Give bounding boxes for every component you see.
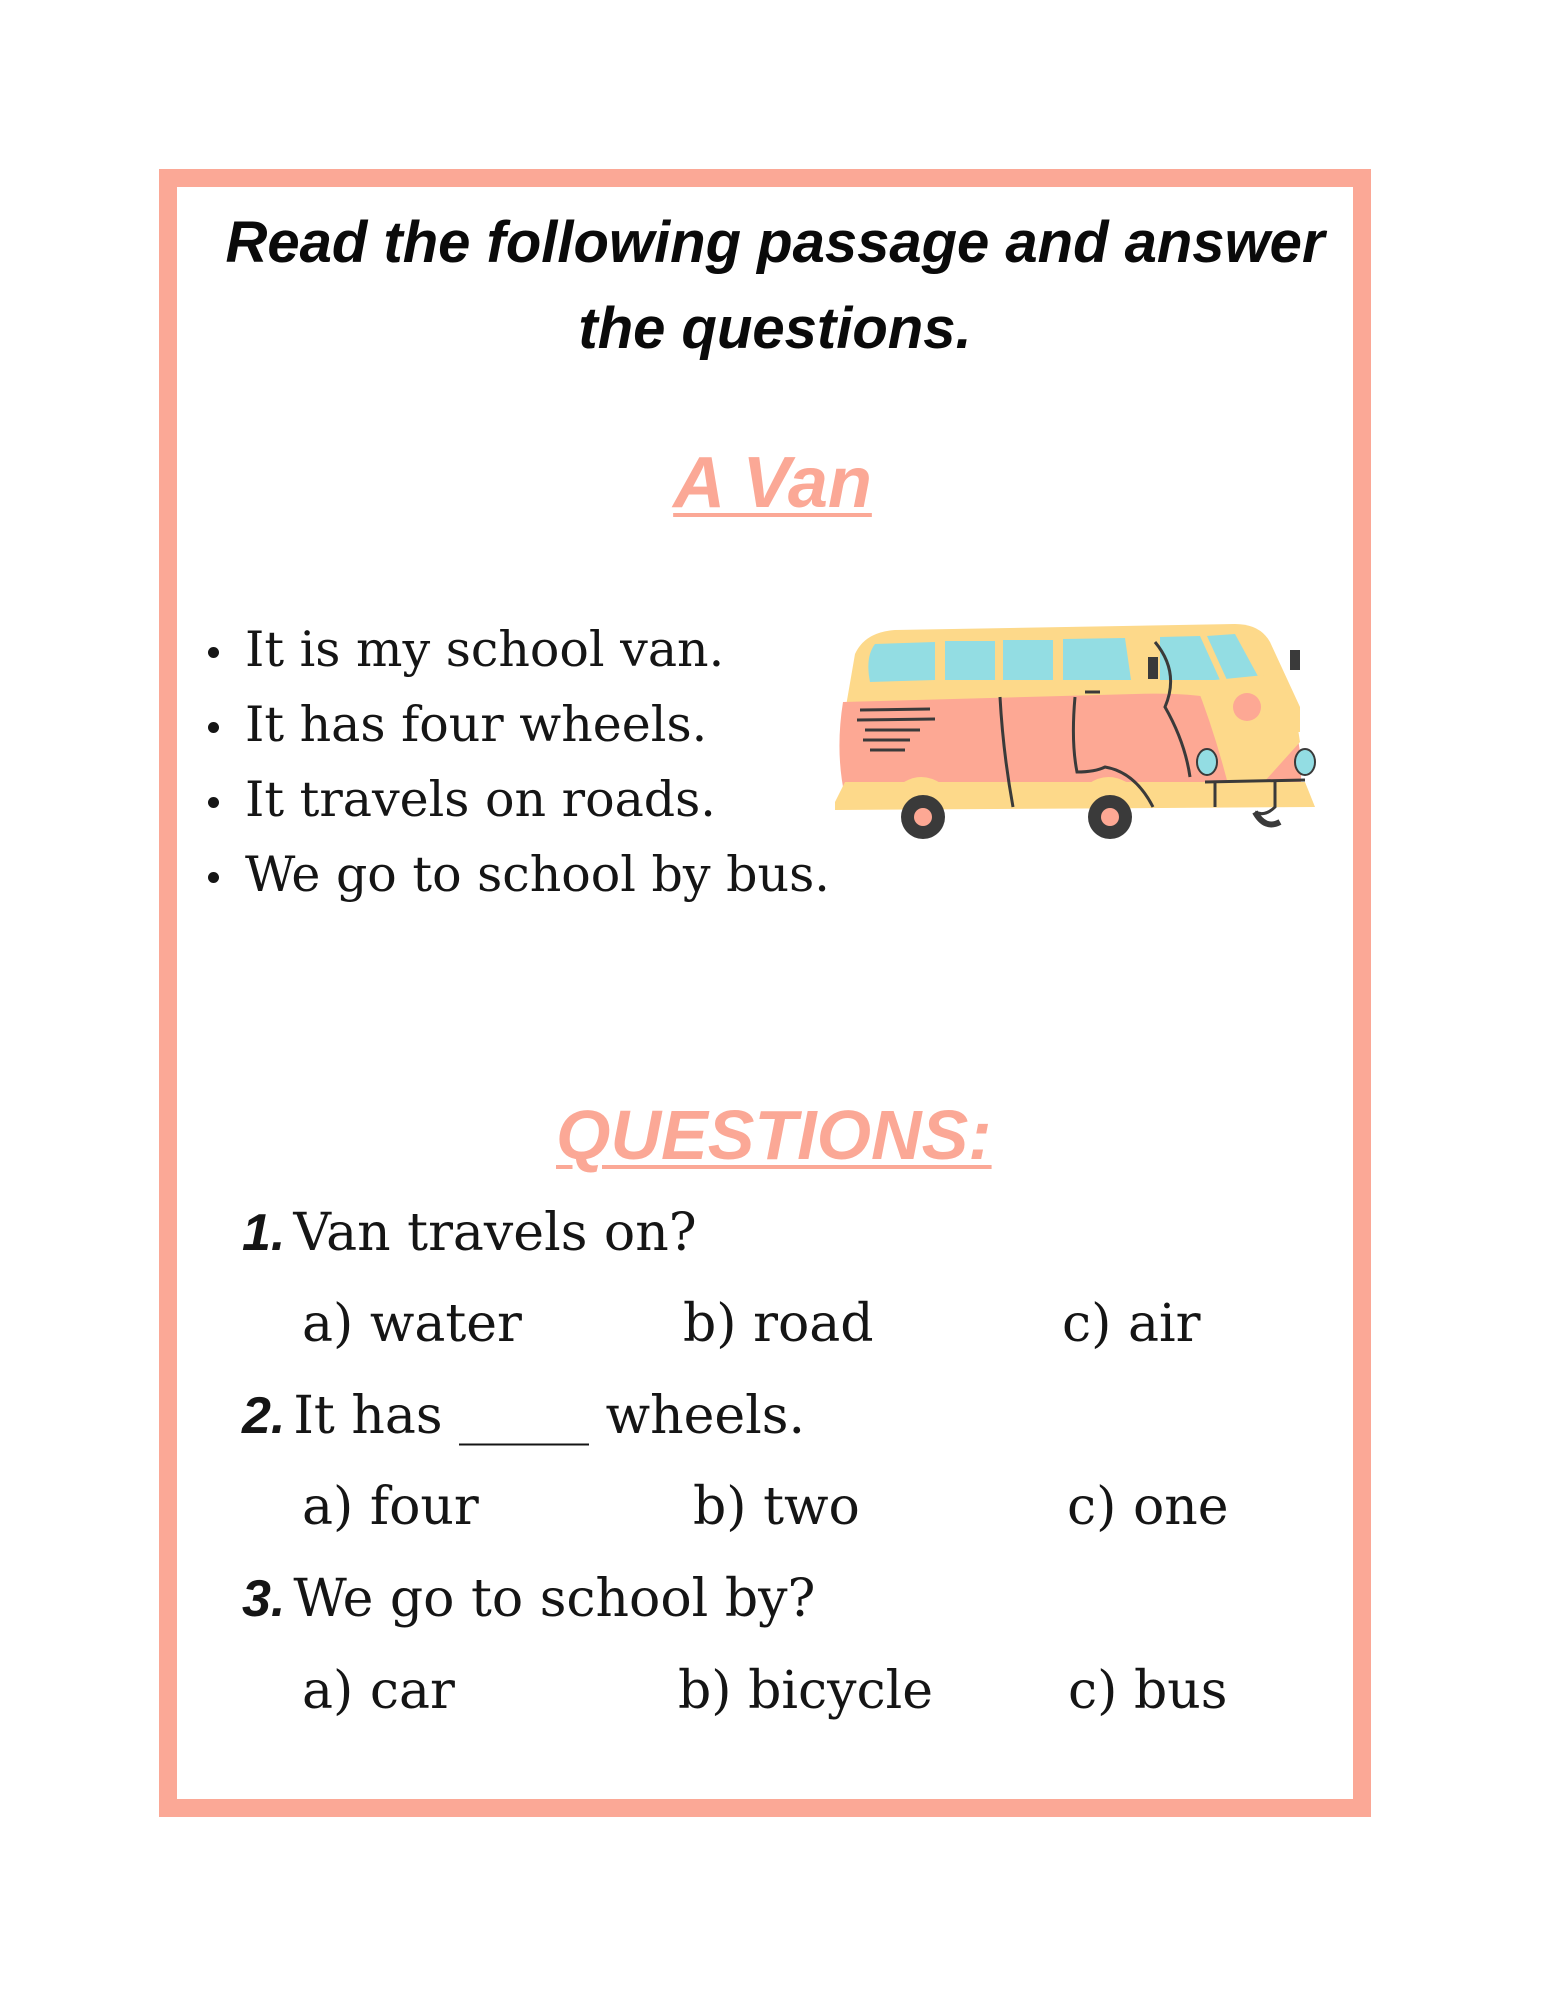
passage-sentence: We go to school by bus.: [205, 837, 845, 912]
question-text: It has _____ wheels.: [293, 1386, 805, 1446]
answer-option: b) road: [683, 1294, 874, 1354]
answer-option: c) bus: [1068, 1661, 1228, 1721]
passage-sentence: It has four wheels.: [205, 687, 845, 762]
passage-list: [205, 612, 845, 912]
answer-option: b) bicycle: [678, 1661, 934, 1721]
answer-option: a) four: [302, 1477, 479, 1537]
question-text: Van travels on?: [293, 1203, 697, 1263]
question-text: We go to school by?: [293, 1569, 816, 1629]
answer-option: b) two: [693, 1477, 860, 1537]
questions-heading: QUESTIONS:: [556, 1096, 992, 1174]
answer-option: a) car: [302, 1661, 455, 1721]
question-number: 2.: [242, 1387, 286, 1445]
question-number: 1.: [242, 1204, 286, 1262]
passage-title: A Van: [673, 443, 872, 523]
passage-sentence: It is my school van.: [205, 612, 845, 687]
passage-sentence: It travels on roads.: [205, 762, 845, 837]
question-1: [242, 1203, 697, 1263]
question-2: [242, 1386, 805, 1446]
van-illustration: [835, 612, 1335, 852]
question-3: [242, 1569, 815, 1629]
instructions-heading: Read the following passage and answer the questions.: [225, 210, 1325, 361]
question-number: 3.: [242, 1570, 286, 1628]
answer-option: c) air: [1062, 1294, 1201, 1354]
answer-option: a) water: [302, 1294, 522, 1354]
answer-option: c) one: [1067, 1477, 1229, 1537]
